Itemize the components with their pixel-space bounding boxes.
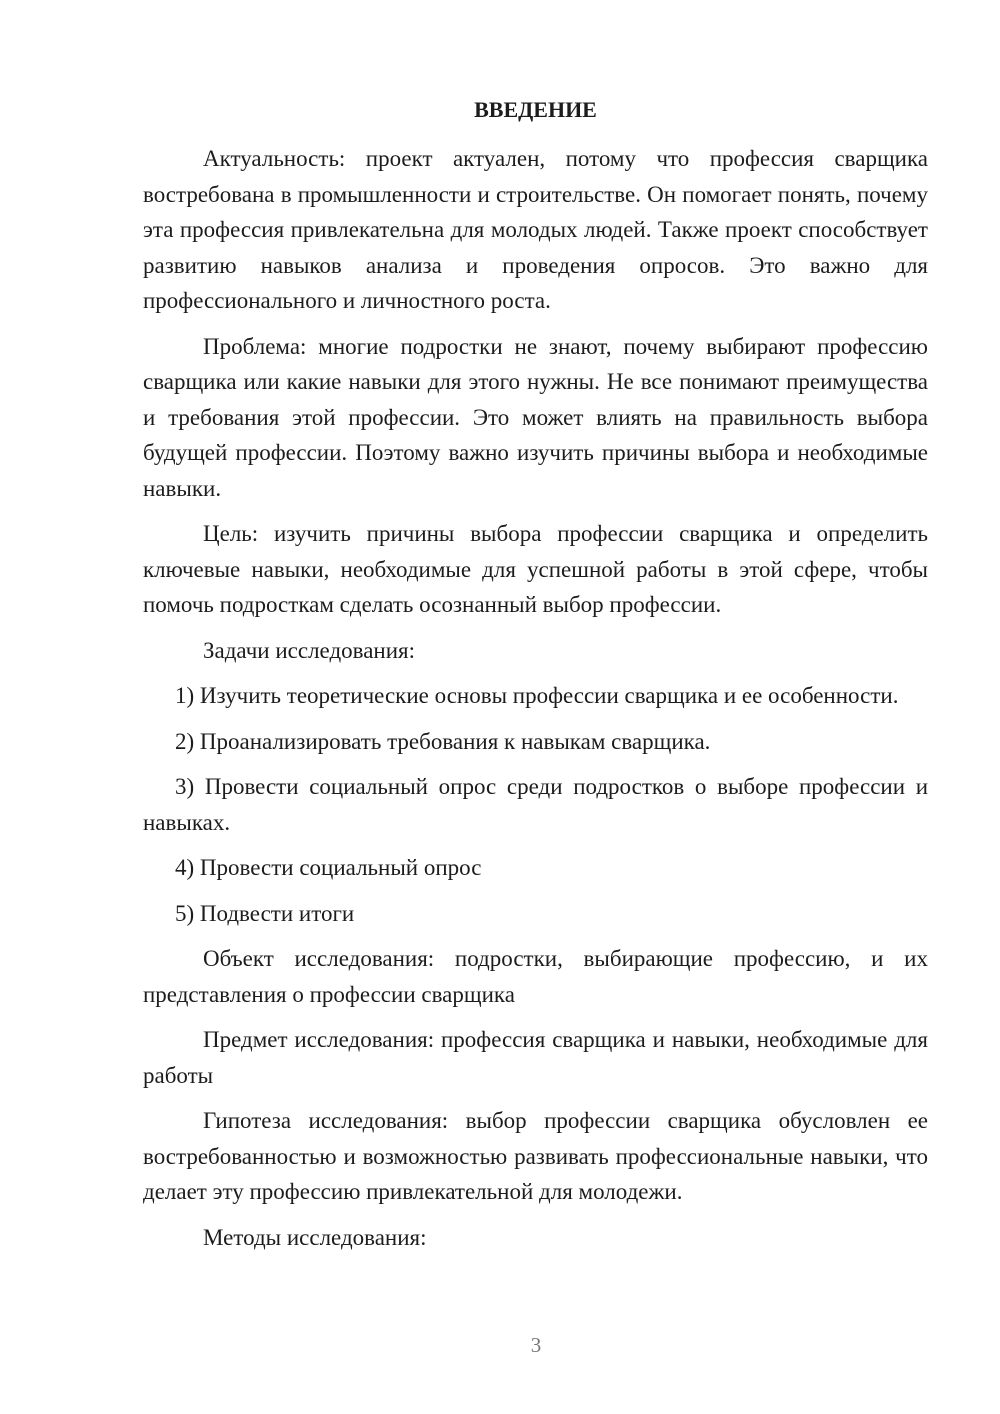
task-item-5: 5) Подвести итоги <box>175 900 355 926</box>
problem-paragraph: Проблема: многие подростки не знают, почему выбирают профессию сварщика или какие навыки для этого нужны. Не все понимают преимущества и требования этой профессии. Это может влиять на правильность выбора будущей профессии. Поэтому важно изучить причины выбора и необходимые навыки. <box>143 333 928 501</box>
subject-paragraph: Предмет исследования: профессия сварщика и навыки, необходимые для работы <box>143 1027 928 1088</box>
task-item-1: 1) Изучить теоретические основы профессии сварщика и ее особенности. <box>175 683 899 708</box>
hypothesis-paragraph: Гипотеза исследования: выбор профессии сварщика обусловлен ее востребованностью и возможностью развивать профессиональные навыки, что делает эту профессию привлекательной для молодежи. <box>143 1108 928 1204</box>
page-content <box>143 95 928 1265</box>
goal-paragraph: Цель: изучить причины выбора профессии сварщика и определить ключевые навыки, необходимые для успешной работы в этой сфере, чтобы помочь подросткам сделать осознанный выбор профессии. <box>143 521 928 617</box>
relevance-paragraph: Актуальность: проект актуален, потому что профессия сварщика востребована в промышленности и строительстве. Он помогает понять, почему эта профессия привлекательна для молодых людей. Также проект способствует развитию навыков анализа и проведения опросов. Это важно для профессионального и личностного роста. <box>143 146 928 313</box>
task-item-4: 4) Провести социальный опрос <box>175 855 482 880</box>
task-item-2: 2) Проанализировать требования к навыкам сварщика. <box>175 728 711 754</box>
task-item-3: 3) Провести социальный опрос среди подростков о выборе профессии и навыках. <box>143 774 928 835</box>
section-title: ВВЕДЕНИЕ <box>474 97 597 122</box>
page-number: 3 <box>530 1333 542 1357</box>
methods-heading: Методы исследования: <box>203 1224 427 1250</box>
tasks-heading: Задачи исследования: <box>203 637 416 663</box>
object-paragraph: Объект исследования: подростки, выбирающие профессию, и их представления о профессии сварщика <box>143 946 928 1007</box>
